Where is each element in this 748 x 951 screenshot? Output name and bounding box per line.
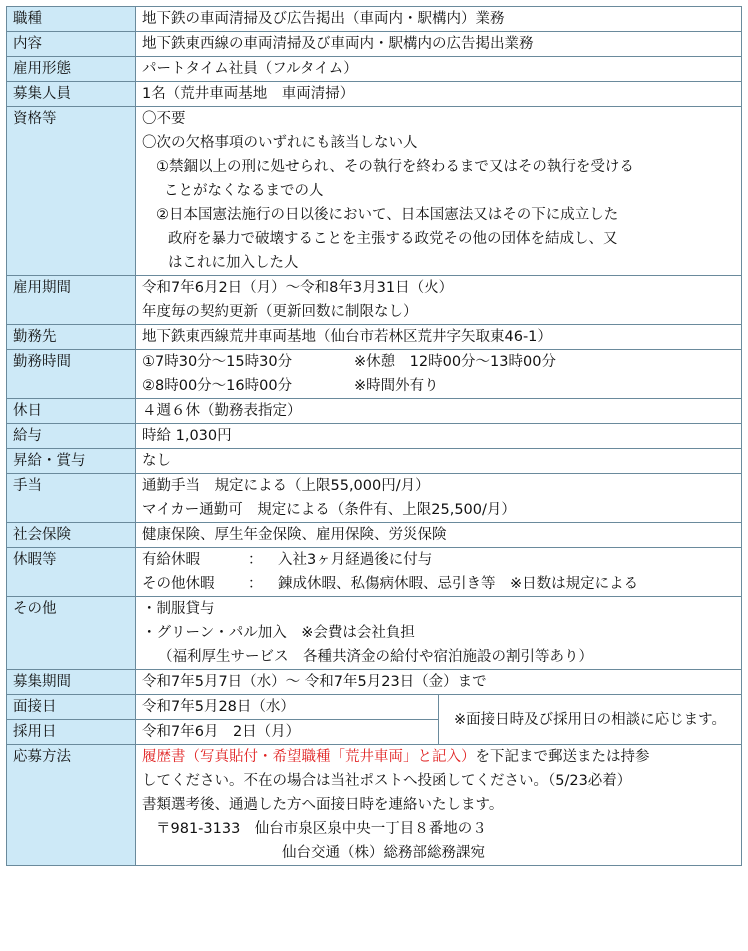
sonota-line: ・制服貸与 [142, 601, 215, 617]
shikaku-line: はこれに加入した人 [168, 255, 299, 271]
label-saiyo: 採用日 [7, 720, 136, 745]
postal-address: 〒981-3133 仙台市泉区泉中央一丁目８番地の３ [156, 821, 487, 837]
value-naiyou: 地下鉄東西線の車両清掃及び車両内・駅構内の広告掲出業務 [142, 36, 534, 52]
label-shokyu: 昇給・賞与 [7, 449, 136, 474]
value-mensetsu: 令和7年5月28日（水） [142, 699, 295, 715]
recipient: 仙台交通（株）総務部総務課宛 [282, 845, 485, 861]
shikaku-line: ①禁錮以上の刑に処せられ、その執行を終わるまで又はその執行を受ける [156, 159, 634, 175]
shikaku-line: 政府を暴力で破壊することを主張する政党その他の団体を結成し、又 [168, 231, 618, 247]
oubo-line: してください。不在の場合は当社ポストへ投函してください。（5/23必着） [142, 773, 632, 789]
break-note: ※休憩 12時00分～13時00分 [354, 354, 556, 370]
table-row [7, 276, 742, 325]
table-row [7, 57, 742, 82]
label-jikan: 勤務時間 [7, 350, 136, 399]
leave-sep: ： [248, 552, 263, 568]
table-row [7, 745, 742, 866]
value-teate: マイカー通勤可 規定による（条件有、上限25,500/月） [142, 502, 516, 518]
table-row [7, 32, 742, 57]
table-row [7, 399, 742, 424]
shikaku-line: 〇次の欠格事項のいずれにも該当しない人 [142, 135, 418, 151]
oubo-line1-rest: を下記まで郵送または持参 [475, 749, 650, 765]
shift-2: ②8時00分～16時00分 [142, 378, 293, 394]
leave-sep: ： [248, 576, 263, 592]
leave-text: 錬成休暇、私傷病休暇、忌引き等 ※日数は規定による [278, 576, 639, 592]
value-kikan: 令和7年6月2日（月）～令和8年3月31日（火） [142, 280, 454, 296]
value-keitai: パートタイム社員（フルタイム） [142, 61, 358, 77]
shikaku-line: 〇不要 [142, 111, 186, 127]
value-kyujitsu: ４週６休（勤務表指定） [142, 403, 302, 419]
table-row [7, 548, 742, 597]
table-row [7, 670, 742, 695]
label-oubo: 応募方法 [7, 745, 136, 866]
overtime-note: ※時間外有り [354, 378, 439, 394]
table-row [7, 350, 742, 399]
label-mensetsu: 面接日 [7, 695, 136, 720]
label-naiyou: 内容 [7, 32, 136, 57]
sonota-line: ・グリーン・パル加入 ※会費は会社負担 [142, 625, 415, 641]
value-hoken: 健康保険、厚生年金保険、雇用保険、労災保険 [142, 527, 447, 543]
label-kikan: 雇用期間 [7, 276, 136, 325]
label-boshukikan: 募集期間 [7, 670, 136, 695]
table-row [7, 695, 742, 720]
table-row [7, 325, 742, 350]
table-row [7, 523, 742, 548]
value-ninzu: 1名（荒井車両基地 車両清掃） [142, 86, 355, 102]
resume-requirement: 履歴書（写真貼付・希望職種「荒井車両」と記入） [142, 749, 476, 765]
value-saiyo: 令和7年6月 2日（月） [142, 724, 301, 740]
value-kikan: 年度毎の契約更新（更新回数に制限なし） [142, 304, 418, 320]
value-shokushu: 地下鉄の車両清掃及び広告掲出（車両内・駅構内）業務 [142, 11, 505, 27]
leave-text: 入社3ヶ月経過後に付与 [278, 552, 433, 568]
label-ninzu: 募集人員 [7, 82, 136, 107]
shikaku-line: ②日本国憲法施行の日以後において、日本国憲法又はその下に成立した [156, 207, 619, 223]
label-kinmusaki: 勤務先 [7, 325, 136, 350]
label-kyuka: 休暇等 [7, 548, 136, 597]
sonota-line: （福利厚生サービス 各種共済金の給付や宿泊施設の割引等あり） [158, 649, 593, 665]
value-kinmusaki: 地下鉄東西線荒井車両基地（仙台市若林区荒井字矢取東46-1） [142, 329, 552, 345]
shift-1: ①7時30分～15時30分 [142, 354, 293, 370]
label-keitai: 雇用形態 [7, 57, 136, 82]
label-shokushu: 職種 [7, 7, 136, 32]
table-row [7, 424, 742, 449]
value-teate: 通勤手当 規定による（上限55,000円/月） [142, 478, 430, 494]
leave-name: その他休暇 [142, 576, 215, 592]
interview-note: ※面接日時及び採用日の相談に応じます。 [439, 695, 742, 745]
label-hoken: 社会保険 [7, 523, 136, 548]
job-posting-table [6, 6, 742, 866]
table-row [7, 597, 742, 670]
label-teate: 手当 [7, 474, 136, 523]
table-row [7, 474, 742, 523]
table-row [7, 107, 742, 276]
label-kyujitsu: 休日 [7, 399, 136, 424]
table-row [7, 449, 742, 474]
table-row [7, 7, 742, 32]
label-sonota: その他 [7, 597, 136, 670]
table-row [7, 82, 742, 107]
label-kyuyo: 給与 [7, 424, 136, 449]
leave-name: 有給休暇 [142, 552, 200, 568]
shikaku-line: ことがなくなるまでの人 [164, 183, 324, 199]
value-boshukikan: 令和7年5月7日（水）～ 令和7年5月23日（金）まで [142, 674, 487, 690]
value-shokyu: なし [142, 453, 171, 469]
oubo-line: 書類選考後、通過した方へ面接日時を連絡いたします。 [142, 797, 504, 813]
value-kyuyo: 時給 1,030円 [142, 428, 232, 444]
label-shikaku: 資格等 [7, 107, 136, 276]
